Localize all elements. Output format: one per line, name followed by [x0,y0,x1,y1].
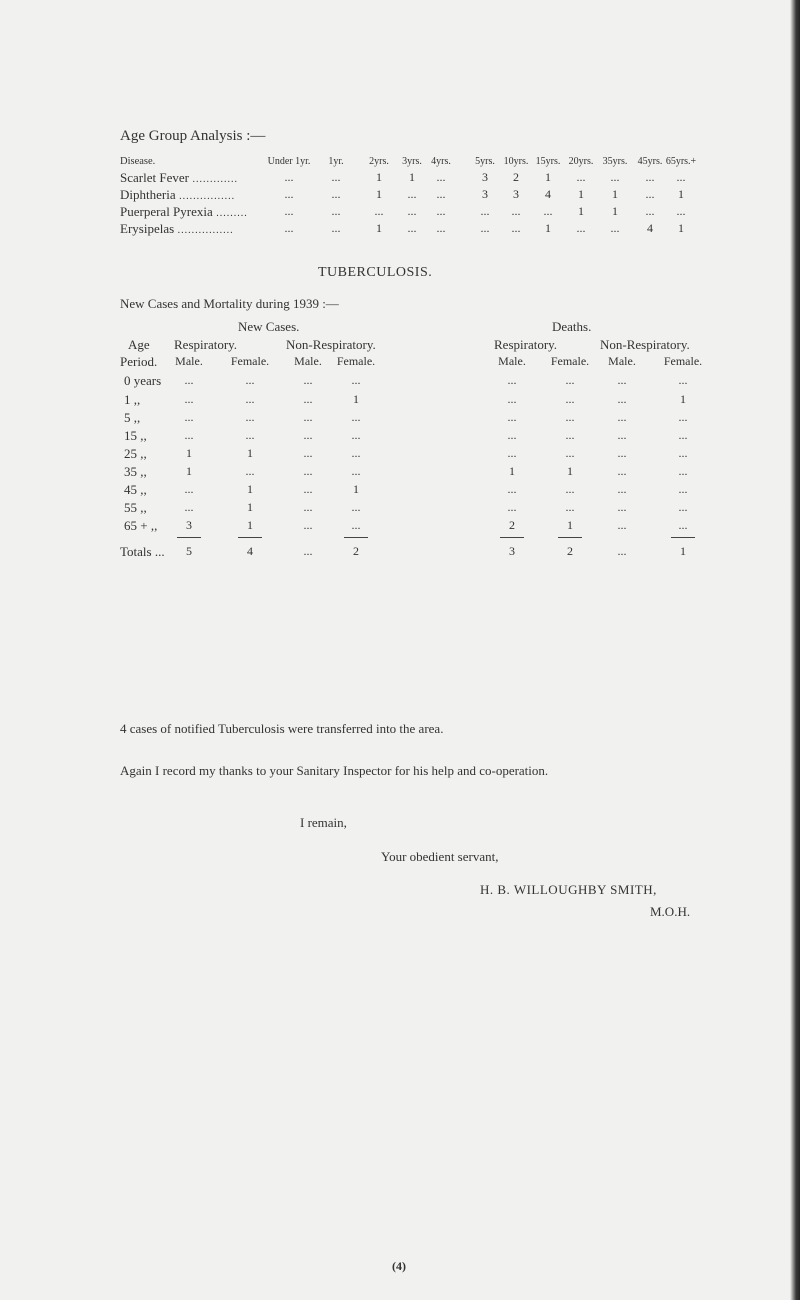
tb-cell: 1 [247,446,253,460]
tb-cell: 1 [247,518,253,532]
age-cell: ... [480,204,490,218]
tb-sex-heading: Male. [175,354,203,368]
tb-cell: ... [617,518,627,532]
tb-sex-heading: Female. [336,354,376,368]
tb-age-label: 55 ,, [124,500,147,515]
tb-cell: 1 [353,482,359,496]
tb-cell: ... [678,428,688,442]
tb-age-label: 5 ,, [124,410,141,425]
dot-leader: ......... [212,208,248,219]
tb-cell: ... [565,373,575,387]
age-analysis-title: Age Group Analysis :— [120,128,266,144]
age-header-cell: Under 1yr. [267,156,311,167]
age-header-cell: 4yrs. [431,156,451,167]
age-header-cell: 10yrs. [503,156,529,167]
page-number: (4) [392,1259,406,1273]
age-header-cell: 1yr. [328,156,344,167]
tb-total-cell: 2 [567,544,573,558]
age-header-disease: Disease. [120,156,156,167]
tb-cell: ... [617,410,627,424]
tb-total-cell: ... [303,544,313,558]
tb-cell: ... [678,464,688,478]
age-cell: 1 [376,170,382,184]
age-cell: ... [407,221,417,235]
age-header-cell: 20yrs. [568,156,594,167]
tb-cell: ... [303,518,313,532]
age-header-cell: 35yrs. [602,156,628,167]
tb-cell: ... [351,373,361,387]
age-cell: 3 [482,170,488,184]
tb-sex-heading: Male. [294,354,322,368]
age-header-cell: 15yrs. [535,156,561,167]
age-cell: 1 [612,204,618,218]
tb-cell: ... [617,464,627,478]
tb-cell: 2 [509,518,515,532]
total-rule [344,537,368,538]
age-cell: ... [436,204,446,218]
tb-cell: ... [507,446,517,460]
thanks-text: Again I record my thanks to your Sanitary Inspector for his help and co-operation. [120,763,549,778]
tb-cell: ... [617,482,627,496]
tb-cell: ... [565,410,575,424]
age-cell: ... [331,170,341,184]
age-cell: 4 [647,221,653,235]
page-edge-shadow [790,0,800,1300]
tb-cell: 1 [509,464,515,478]
tb-cell: ... [678,500,688,514]
age-cell: 4 [545,187,551,201]
signatory-title: M.O.H. [650,904,691,919]
age-cell: 1 [409,170,415,184]
age-row-disease: Puerperal Pyrexia ......... [120,204,248,219]
tb-cell: ... [565,500,575,514]
age-cell: 1 [578,187,584,201]
dot-leader: ................ [174,225,234,236]
total-rule [238,537,262,538]
tb-cell: ... [184,500,194,514]
age-cell: ... [407,187,417,201]
age-cell: ... [436,221,446,235]
age-cell: ... [676,204,686,218]
age-header-cell: 2yrs. [369,156,389,167]
tb-cell: ... [303,446,313,460]
tuberculosis-subtitle: New Cases and Mortality during 1939 :— [120,296,339,311]
age-cell: ... [543,204,553,218]
age-row-disease: Diphtheria ................ [120,187,236,202]
tb-sex-heading: Male. [608,354,636,368]
tb-cell: ... [351,446,361,460]
tb-age-label: 1 ,, [124,392,141,407]
total-rule [671,537,695,538]
tb-cell: 1 [247,482,253,496]
age-cell: ... [511,221,521,235]
tb-sex-heading: Female. [663,354,703,368]
age-cell: ... [331,187,341,201]
age-cell: 2 [513,170,519,184]
tb-cell: ... [184,428,194,442]
servant-text: Your obedient servant, [381,849,499,864]
tb-cell: 1 [567,464,573,478]
tb-total-cell: 2 [353,544,359,558]
age-cell: ... [610,170,620,184]
tb-cell: ... [507,500,517,514]
age-cell: ... [284,187,294,201]
tb-cell: ... [678,410,688,424]
tb-cell: ... [245,410,255,424]
total-rule [558,537,582,538]
tb-cell: ... [507,428,517,442]
totals-label: Totals ... [120,544,165,559]
tb-cell: ... [678,482,688,496]
tuberculosis-title: TUBERCULOSIS. [318,265,433,280]
tb-cell: ... [351,428,361,442]
period-label: Period. [120,354,158,369]
deaths-non-respiratory-heading: Non-Respiratory. [600,337,690,352]
tb-cell: ... [184,410,194,424]
age-cell: ... [284,204,294,218]
new-cases-heading: New Cases. [238,319,300,334]
tb-cell: ... [507,482,517,496]
deaths-respiratory-heading: Respiratory. [494,337,558,352]
tb-total-cell: 5 [186,544,192,558]
tb-cell: ... [184,482,194,496]
tb-cell: ... [303,428,313,442]
total-rule [177,537,201,538]
tb-cell: ... [678,373,688,387]
new-respiratory-heading: Respiratory. [174,337,238,352]
age-cell: ... [676,170,686,184]
tb-cell: 3 [186,518,192,532]
age-row-disease: Scarlet Fever ............. [120,170,238,185]
age-cell: 3 [513,187,519,201]
tb-cell: ... [565,446,575,460]
tb-cell: ... [184,392,194,406]
age-cell: 1 [678,187,684,201]
tb-cell: ... [617,373,627,387]
age-header-cell: 3yrs. [402,156,422,167]
tb-cell: 1 [247,500,253,514]
age-cell: ... [436,170,446,184]
tb-cell: ... [565,482,575,496]
tb-cell: ... [507,392,517,406]
age-cell: ... [374,204,384,218]
tb-total-cell: ... [617,544,627,558]
tb-cell: ... [617,500,627,514]
age-cell: ... [576,221,586,235]
new-non-respiratory-heading: Non-Respiratory. [286,337,376,352]
age-cell: 1 [376,187,382,201]
signatory-name: H. B. WILLOUGHBY SMITH, [480,882,657,897]
tb-cell: ... [351,464,361,478]
tb-cell: ... [617,446,627,460]
tb-cell: ... [678,446,688,460]
tb-cell: ... [351,500,361,514]
tb-cell: 1 [353,392,359,406]
age-header-cell: 65yrs.+ [665,156,697,167]
tb-cell: ... [351,410,361,424]
age-cell: 1 [578,204,584,218]
tb-cell: 1 [186,446,192,460]
tb-sex-heading: Female. [230,354,270,368]
tb-cell: ... [245,428,255,442]
tb-cell: ... [507,373,517,387]
tb-cell: ... [678,518,688,532]
tb-age-label: 35 ,, [124,464,147,479]
transfer-note: 4 cases of notified Tuberculosis were transferred into the area. [120,721,444,736]
age-cell: 1 [678,221,684,235]
dot-leader: ............. [188,174,238,185]
tb-cell: 1 [186,464,192,478]
age-cell: ... [407,204,417,218]
age-cell: ... [331,221,341,235]
tb-sex-heading: Male. [498,354,526,368]
age-cell: ... [436,187,446,201]
tb-cell: ... [303,482,313,496]
tb-sex-heading: Female. [550,354,590,368]
deaths-heading: Deaths. [552,319,592,334]
age-cell: ... [645,170,655,184]
tb-age-label: 15 ,, [124,428,147,443]
tb-cell: ... [303,373,313,387]
tb-cell: 1 [567,518,573,532]
age-cell: 1 [612,187,618,201]
tb-cell: ... [303,410,313,424]
tb-cell: ... [351,518,361,532]
tb-cell: 1 [680,392,686,406]
age-cell: 1 [545,170,551,184]
age-cell: ... [645,204,655,218]
age-cell: ... [576,170,586,184]
tb-cell: ... [507,410,517,424]
tb-cell: ... [617,392,627,406]
age-header-cell: 45yrs. [637,156,663,167]
tb-total-cell: 1 [680,544,686,558]
age-cell: ... [284,221,294,235]
dot-leader: ................ [175,191,236,202]
tb-cell: ... [617,428,627,442]
age-cell: ... [284,170,294,184]
age-cell: ... [511,204,521,218]
age-cell: ... [610,221,620,235]
age-label: Age [128,337,150,352]
tb-cell: ... [565,428,575,442]
age-cell: 1 [376,221,382,235]
age-cell: 1 [545,221,551,235]
tb-cell: ... [245,373,255,387]
age-cell: 3 [482,187,488,201]
remain-text: I remain, [300,815,347,830]
tb-age-label: 45 ,, [124,482,147,497]
tb-cell: ... [245,464,255,478]
tb-age-label: 25 ,, [124,446,147,461]
age-row-disease: Erysipelas ................ [120,221,234,236]
age-cell: ... [480,221,490,235]
age-cell: ... [331,204,341,218]
tb-cell: ... [303,392,313,406]
tb-cell: ... [303,500,313,514]
tb-cell: ... [184,373,194,387]
tb-cell: ... [565,392,575,406]
tb-total-cell: 3 [509,544,515,558]
tb-cell: ... [245,392,255,406]
tb-total-cell: 4 [247,544,253,558]
age-header-cell: 5yrs. [475,156,495,167]
tb-cell: ... [303,464,313,478]
total-rule [500,537,524,538]
age-cell: ... [645,187,655,201]
tb-age-label: 0 years [124,373,162,388]
tb-age-label: 65 + ,, [124,518,158,533]
